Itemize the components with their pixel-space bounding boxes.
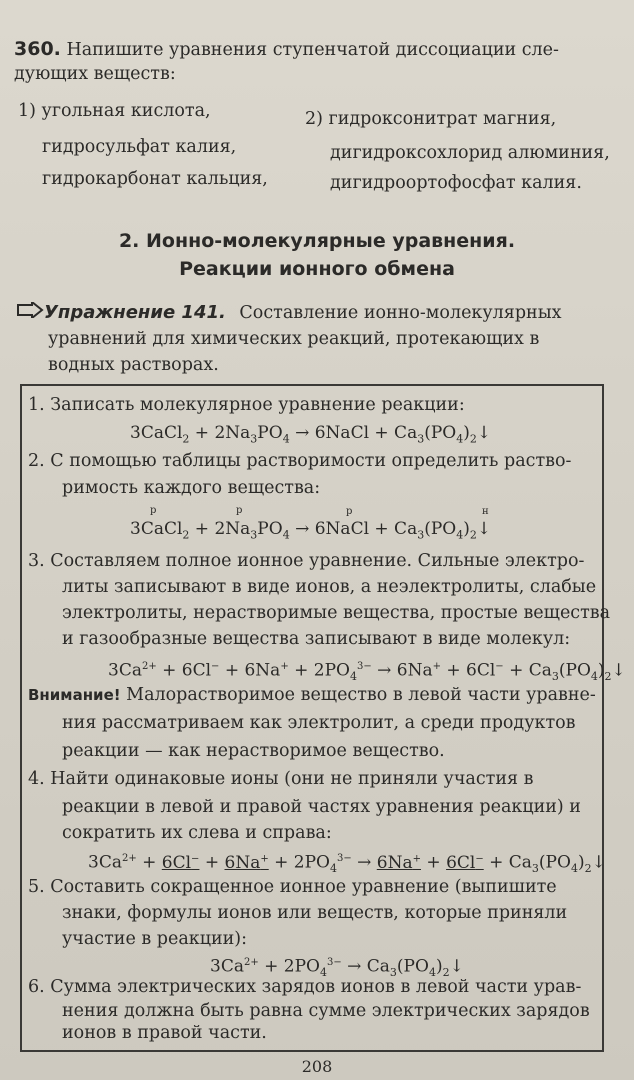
equation-reduced-crossed: $3Ca^{2+} + 6Cl^- + 6Na^+ + 2PO_4^{3-} \to 6Na^+ + 6Cl^-$ + $Ca_3(PO_4)_2↓$ xyxy=(88,852,606,876)
list1-item1: 1) угольная кислота, xyxy=(18,101,211,121)
exercise-arrow-icon xyxy=(16,302,44,324)
exercise-label: Упражнение 141. xyxy=(44,302,226,323)
problem-number: 360. xyxy=(14,38,61,60)
step2-text-line1: 2. С помощью таблицы растворимости определить раство- xyxy=(28,451,572,471)
solubility-mark: р xyxy=(236,505,243,516)
step5-text-line2: знаки, формулы ионов или веществ, которые приняли xyxy=(62,903,568,923)
step4-text-line3: сократить их слева и справа: xyxy=(62,823,332,843)
problem-text: Напишите уравнения ступенчатой диссоциации сле- xyxy=(66,40,559,60)
list2-item3: дигидроортофосфат калия. xyxy=(330,173,582,193)
solubility-mark: н xyxy=(482,506,489,517)
list1-item2: гидросульфат калия, xyxy=(42,137,237,157)
step1-text: 1. Записать молекулярное уравнение реакции: xyxy=(28,395,465,415)
solubility-mark: р xyxy=(150,505,157,516)
step5-text-line3: участие в реакции): xyxy=(62,929,248,949)
problem-360-line2: дующих веществ: xyxy=(14,64,176,84)
step4-text-line1: 4. Найти одинаковые ионы (они не приняли участия в xyxy=(28,769,534,789)
step4-text-line2: реакции в левой и правой частях уравнения реакции) и xyxy=(62,797,581,817)
list1-item3: гидрокарбонат кальция, xyxy=(42,169,268,189)
equation-molecular: 3CaCl$_2$ + $2Na_3PO_4$ → 6NaCl + $Ca_3(PO_4)_2↓$ xyxy=(130,423,492,446)
page-number: 208 xyxy=(301,1057,333,1076)
attention-line1 xyxy=(28,684,596,706)
attention-line2: ния рассматриваем как электролит, а среди продуктов xyxy=(62,713,576,733)
exercise-text-line3: водных растворах. xyxy=(48,355,219,375)
step6-text-line1: 6. Сумма электрических зарядов ионов в левой части урав- xyxy=(28,977,582,997)
equation-full-ionic: $3Ca^{2+} + 6Cl^- + 6Na^+ + 2PO_4^{3-} \to 6Na^+ + 6Cl^-$ + $Ca_3(PO_4)_2↓$ xyxy=(108,660,626,684)
exercise-text-line1: Составление ионно-молекулярных xyxy=(239,303,562,323)
step3-text-line4: и газообразные вещества записывают в виде молекул: xyxy=(62,629,571,649)
step2-text-line2: римость каждого вещества: xyxy=(62,478,321,498)
exercise-text-line2: уравнений для химических реакций, протекающих в xyxy=(48,329,540,349)
step3-text-line1: 3. Составляем полное ионное уравнение. Сильные электро- xyxy=(28,551,585,571)
solubility-mark: р xyxy=(346,506,353,517)
step6-text-line2: нения должна быть равна сумме электрических зарядов xyxy=(62,1001,590,1021)
equation-with-solubility: 3CaCl$_2$ + $2Na_3PO_4$ → 6NaCl + $Ca_3(PO_4)_2↓$ xyxy=(130,519,492,542)
step5-text-line1: 5. Составить сокращенное ионное уравнение (выпишите xyxy=(28,877,557,897)
attention-label: Внимание! xyxy=(28,686,121,704)
section-title-line2: Реакции ионного обмена xyxy=(179,258,455,280)
step3-text-line3: электролиты, нерастворимые вещества, простые вещества xyxy=(62,603,611,623)
attention-text: Малорастворимое вещество в левой части уравне- xyxy=(126,685,596,705)
equation-short-ionic: $3Ca^{2+} + 2PO_4^{3-}$ → $Ca_3(PO_4)_2↓$ xyxy=(210,956,464,980)
problem-360-line1 xyxy=(14,38,559,61)
list2-item1: 2) гидроксонитрат магния, xyxy=(305,109,557,129)
step6-text-line3: ионов в правой части. xyxy=(62,1023,267,1043)
section-title-line1: 2. Ионно-молекулярные уравнения. xyxy=(118,230,516,252)
attention-line3: реакции — как нерастворимое вещество. xyxy=(62,741,445,761)
exercise-header xyxy=(16,302,562,324)
step3-text-line2: литы записывают в виде ионов, а неэлектролиты, слабые xyxy=(62,577,597,597)
list2-item2: дигидроксохлорид алюминия, xyxy=(330,143,610,163)
